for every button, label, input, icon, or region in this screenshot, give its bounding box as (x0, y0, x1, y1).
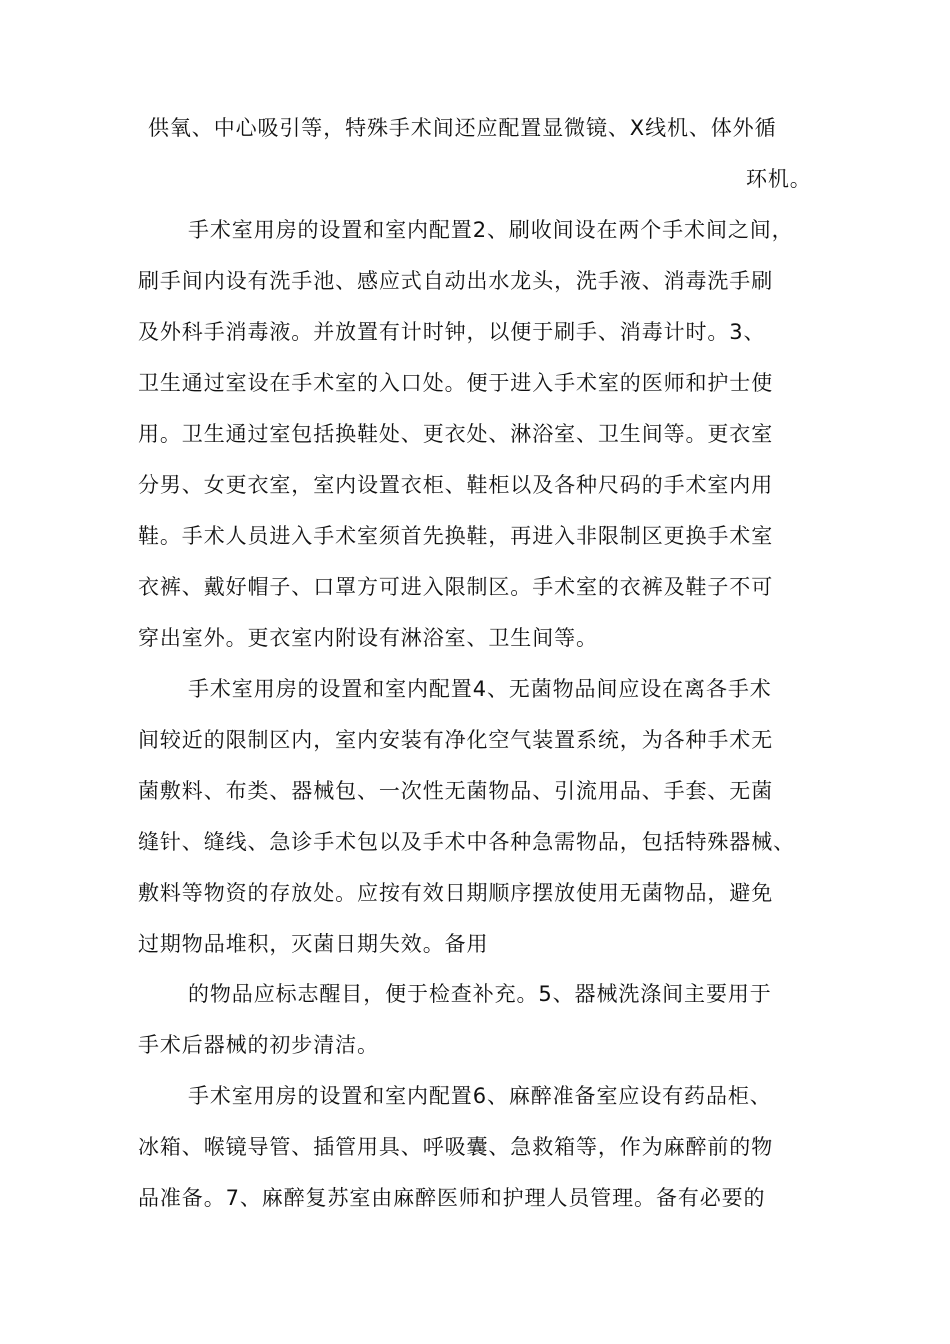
text-line: 分男、女更衣室，室内设置衣柜、鞋柜以及各种尺码的手术室内用 (138, 473, 774, 497)
paragraph-start-line: 的物品应标志醒目，便于检查补充。5、器械洗涤间主要用于 (188, 982, 772, 1006)
text-line: 敷料等物资的存放处。应按有效日期顺序摆放使用无菌物品，避免 (138, 881, 774, 905)
text-line: 菌敷料、布类、器械包、一次性无菌物品、引流用品、手套、无菌 (138, 779, 774, 803)
text-line: 间较近的限制区内，室内安装有净化空气装置系统，为各种手术无 (138, 728, 774, 752)
paragraph-start-line: 手术室用房的设置和室内配置2、刷收间设在两个手术间之间， (188, 218, 794, 242)
paragraph-start-line: 手术室用房的设置和室内配置4、无菌物品间应设在离各手术 (188, 677, 772, 701)
text-line: 卫生通过室设在手术室的入口处。便于进入手术室的医师和护士使 (138, 371, 774, 395)
text-line: 用。卫生通过室包括换鞋处、更衣处、淋浴室、卫生间等。更衣室 (138, 422, 774, 446)
text-line: 冰箱、喉镜导管、插管用具、呼吸囊、急救箱等，作为麻醉前的物 (138, 1135, 774, 1159)
text-line: 鞋。手术人员进入手术室须首先换鞋，再进入非限制区更换手术室 (138, 524, 774, 548)
text-line: 环机。 (746, 167, 812, 191)
text-line: 穿出室外。更衣室内附设有淋浴室、卫生间等。 (138, 626, 598, 650)
text-line: 衣裤、戴好帽子、口罩方可进入限制区。手术室的衣裤及鞋子不可 (138, 575, 774, 599)
text-line: 手术后器械的初步清洁。 (138, 1033, 379, 1057)
text-line: 刷手间内设有洗手池、感应式自动出水龙头，洗手液、消毒洗手刷 (138, 269, 774, 293)
text-line: 及外科手消毒液。并放置有计时钟，以便于刷手、消毒计时。3、 (138, 320, 766, 344)
text-line: 缝针、缝线、急诊手术包以及手术中各种急需物品，包括特殊器械、 (138, 830, 795, 854)
text-line: 过期物品堆积，灭菌日期失效。备用 (138, 932, 489, 956)
paragraph-start-line: 手术室用房的设置和室内配置6、麻醉准备室应设有药品柜、 (188, 1084, 772, 1108)
text-line: 品准备。7、麻醉复苏室由麻醉医师和护理人员管理。备有必要的 (138, 1186, 766, 1210)
text-line: 供氧、中心吸引等，特殊手术间还应配置显微镜、X线机、体外循 (148, 116, 777, 140)
